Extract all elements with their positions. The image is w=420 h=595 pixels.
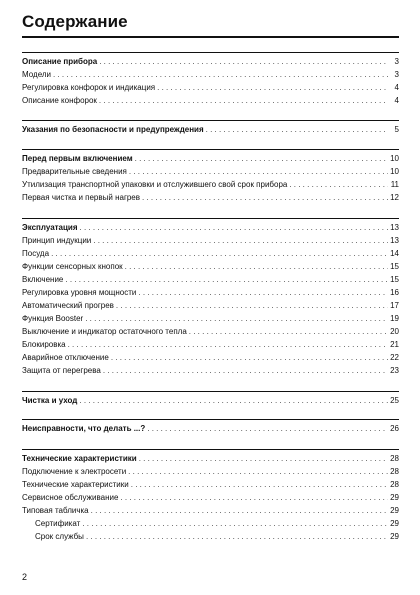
toc-heading[interactable] <box>22 122 399 135</box>
toc-entry[interactable] <box>22 190 399 203</box>
toc-entry[interactable] <box>22 503 399 516</box>
toc-page-number: 25 <box>390 396 399 405</box>
dot-leader <box>156 82 388 93</box>
toc-page-number: 5 <box>394 125 399 134</box>
toc-page-number: 29 <box>390 493 399 502</box>
toc-entry[interactable] <box>22 311 399 324</box>
dot-leader <box>110 352 388 363</box>
dot-leader <box>146 423 388 434</box>
section-rule <box>22 419 399 420</box>
toc-entry-label: Типовая табличка <box>22 506 89 515</box>
toc-entry[interactable] <box>22 285 399 298</box>
section-rule <box>22 449 399 450</box>
toc-page-number: 3 <box>394 57 399 66</box>
toc-page-number: 17 <box>390 301 399 310</box>
dot-leader <box>205 124 388 135</box>
page-number: 2 <box>22 572 28 582</box>
toc-entry[interactable] <box>22 177 399 190</box>
toc-entry-label: Первая чистка и первый нагрев <box>22 193 141 202</box>
dot-leader <box>102 365 388 376</box>
toc-subentry[interactable] <box>35 516 399 529</box>
toc-entry-label: Подключение к электросети <box>22 467 127 476</box>
toc-page-number: 29 <box>390 506 399 515</box>
dot-leader <box>98 95 388 106</box>
toc-page-number: 29 <box>390 519 399 528</box>
section-rule <box>22 52 399 53</box>
toc-entry-label: Включение <box>22 275 64 284</box>
toc-page-number: 14 <box>390 249 399 258</box>
toc-entry-label: Сертификат <box>35 519 81 528</box>
toc-page-number: 16 <box>390 288 399 297</box>
toc-page-number: 13 <box>390 236 399 245</box>
dot-leader <box>130 479 388 490</box>
toc-subentry[interactable] <box>35 529 399 542</box>
toc-heading[interactable] <box>22 151 399 164</box>
dot-leader <box>90 505 388 516</box>
toc-heading[interactable] <box>22 220 399 233</box>
toc-entry-label: Посуда <box>22 249 50 258</box>
dot-leader <box>288 179 388 190</box>
toc-entry-label: Предварительные сведения <box>22 167 127 176</box>
dot-leader <box>141 192 388 203</box>
toc-entry-label: Технические характеристики <box>22 480 129 489</box>
toc-page-number: 4 <box>394 83 399 92</box>
toc-entry-label: Модели <box>22 70 52 79</box>
toc-page-number: 4 <box>394 96 399 105</box>
toc-entry-label: Утилизация транспортной упаковки и отслужившего свой срок прибора <box>22 180 288 189</box>
toc-page-number: 28 <box>390 480 399 489</box>
dot-leader <box>119 492 388 503</box>
dot-leader <box>67 339 388 350</box>
toc-entry[interactable] <box>22 246 399 259</box>
toc-heading[interactable] <box>22 451 399 464</box>
toc-entry[interactable] <box>22 80 399 93</box>
toc-entry-label: Выключение и индикатор остаточного тепла <box>22 327 187 336</box>
toc-page-number: 3 <box>394 70 399 79</box>
dot-leader <box>78 395 388 406</box>
toc-entry[interactable] <box>22 477 399 490</box>
toc-heading-label: Неисправности, что делать ...? <box>22 424 146 433</box>
toc-page-number: 12 <box>390 193 399 202</box>
toc-heading[interactable] <box>22 393 399 406</box>
toc-page-number: 10 <box>390 167 399 176</box>
toc-page-number: 26 <box>390 424 399 433</box>
toc-heading-label: Перед первым включением <box>22 154 133 163</box>
toc-page-number: 15 <box>390 275 399 284</box>
toc-entry-label: Защита от перегрева <box>22 366 101 375</box>
toc-entry[interactable] <box>22 233 399 246</box>
toc-page-number: 22 <box>390 353 399 362</box>
toc-page-number: 29 <box>390 532 399 541</box>
toc-page-number: 20 <box>390 327 399 336</box>
toc-page-number: 13 <box>390 223 399 232</box>
title-underline <box>22 36 399 38</box>
section-rule <box>22 218 399 219</box>
dot-leader <box>52 69 388 80</box>
dot-leader <box>81 518 388 529</box>
dot-leader <box>124 261 388 272</box>
toc-entry[interactable] <box>22 350 399 363</box>
toc-page-number: 10 <box>390 154 399 163</box>
toc-entry-label: Автоматический прогрев <box>22 301 114 310</box>
dot-leader <box>79 222 388 233</box>
toc-entry[interactable] <box>22 363 399 376</box>
toc-entry-label: Блокировка <box>22 340 66 349</box>
toc-heading-label: Описание прибора <box>22 57 98 66</box>
dot-leader <box>134 153 388 164</box>
dot-leader <box>84 313 388 324</box>
toc-entry-label: Функции сенсорных кнопок <box>22 262 123 271</box>
page-title: Содержание <box>22 12 128 31</box>
toc-entry[interactable] <box>22 93 399 106</box>
toc-entry[interactable] <box>22 67 399 80</box>
toc-entry-label: Описание конфорок <box>22 96 97 105</box>
section-rule <box>22 120 399 121</box>
dot-leader <box>98 56 388 67</box>
toc-entry[interactable] <box>22 490 399 503</box>
toc-entry-label: Функция Booster <box>22 314 84 323</box>
toc-heading[interactable] <box>22 54 399 67</box>
section-rule <box>22 149 399 150</box>
toc-page-number: 28 <box>390 454 399 463</box>
toc-entry-label: Сервисное обслуживание <box>22 493 119 502</box>
section-rule <box>22 391 399 392</box>
toc-entry[interactable] <box>22 164 399 177</box>
dot-leader <box>188 326 388 337</box>
toc-entry[interactable] <box>22 298 399 311</box>
toc-page-number: 23 <box>390 366 399 375</box>
toc-entry-label: Срок службы <box>35 532 84 541</box>
toc-entry[interactable] <box>22 324 399 337</box>
toc-heading[interactable] <box>22 421 399 434</box>
dot-leader <box>128 166 388 177</box>
toc-entry[interactable] <box>22 464 399 477</box>
toc-page-number: 28 <box>390 467 399 476</box>
toc-page-number: 19 <box>390 314 399 323</box>
toc-entry-label: Аварийное отключение <box>22 353 109 362</box>
toc-entry[interactable] <box>22 337 399 350</box>
dot-leader <box>127 466 388 477</box>
toc-page-number: 21 <box>390 340 399 349</box>
toc-heading-label: Эксплуатация <box>22 223 78 232</box>
toc-entry[interactable] <box>22 259 399 272</box>
toc-entry[interactable] <box>22 272 399 285</box>
toc-heading-label: Чистка и уход <box>22 396 78 405</box>
dot-leader <box>115 300 388 311</box>
dot-leader <box>50 248 388 259</box>
dot-leader <box>137 287 388 298</box>
toc-heading-label: Технические характеристики <box>22 454 137 463</box>
dot-leader <box>85 531 388 542</box>
toc-entry-label: Принцип индукции <box>22 236 92 245</box>
dot-leader <box>64 274 388 285</box>
toc-entry-label: Регулировка конфорок и индикация <box>22 83 156 92</box>
dot-leader <box>138 453 388 464</box>
dot-leader <box>92 235 388 246</box>
toc-page-number: 15 <box>390 262 399 271</box>
toc-entry-label: Регулировка уровня мощности <box>22 288 137 297</box>
toc-heading-label: Указания по безопасности и предупреждения <box>22 125 204 134</box>
toc-page-number: 11 <box>390 180 399 189</box>
